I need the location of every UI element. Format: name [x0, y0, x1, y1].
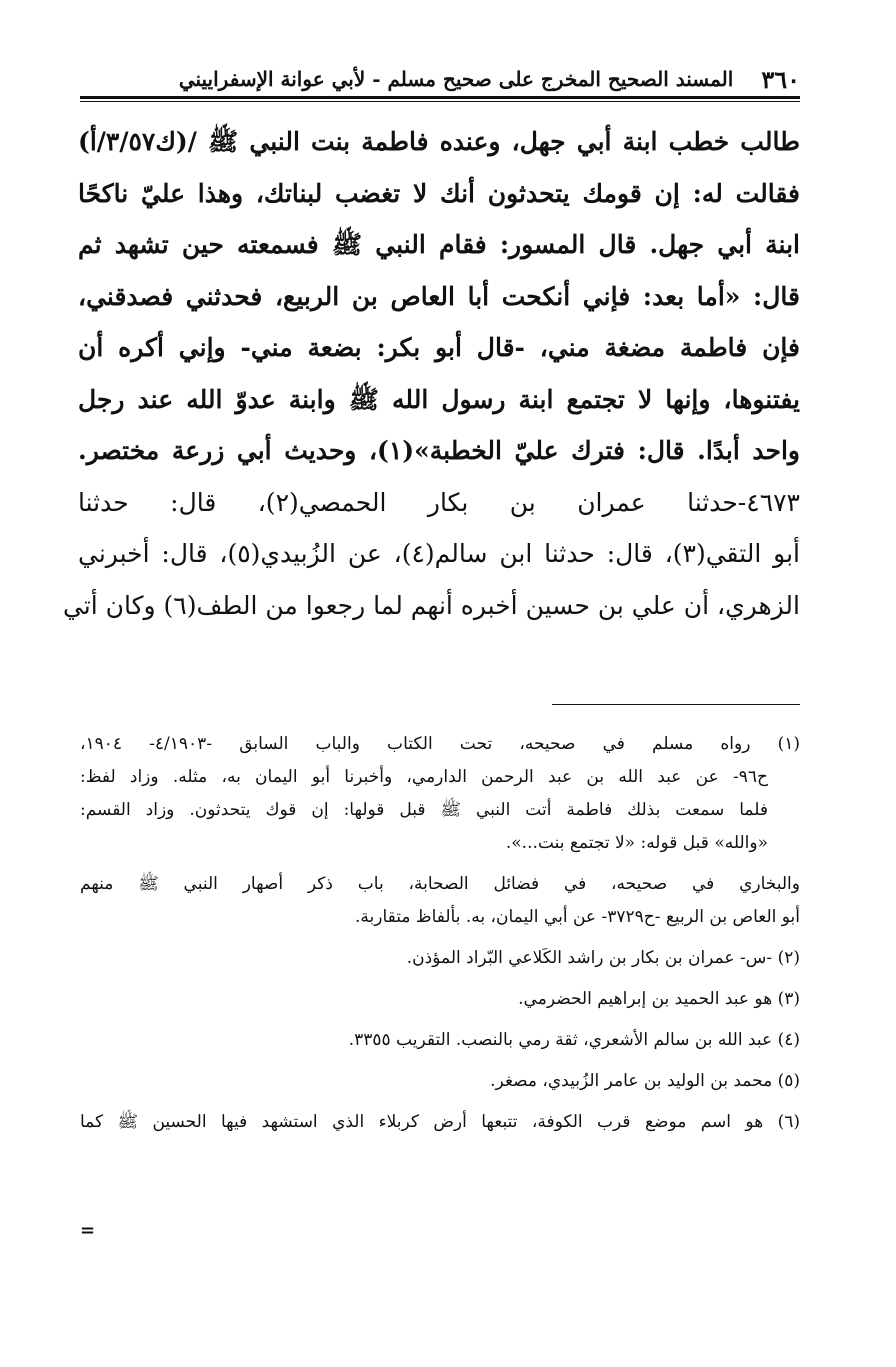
text-line: فقالت له: إن قومك يتحدثون أنك لا تغضب لبناتك، وهذا عليّ ناكحًا	[78, 178, 800, 208]
footnote-2: (٢) -س- عمران بن بكار بن راشد الكَلاعي البّراد المؤذن.	[406, 948, 800, 968]
header-rule	[80, 96, 800, 99]
footnote-1-cont: أبو العاص بن الربيع -ح٣٧٢٩- عن أبي اليمان، به. بألفاظ متقاربة.	[354, 907, 800, 927]
footnotes	[80, 728, 800, 1139]
text-line: طالب خطب ابنة أبي جهل، وعنده فاطمة بنت النبي ﷺ /(ك٣/٥٧/أ)	[78, 127, 800, 156]
footnote-3: (٣) هو عبد الحميد بن إبراهيم الحضرمي.	[518, 989, 800, 1009]
footnote-1-cont: والبخاري في صحيحه، في فضائل الصحابة، باب ذكر أصهار النبي ﷺ منهم	[80, 874, 800, 894]
running-title: المسند الصحيح المخرج على صحيح مسلم - لأبي عوانة الإسفراييني	[178, 67, 734, 91]
continuation-mark: =	[80, 1220, 96, 1241]
hadith-4673-line: ٤٦٧٣-حدثنا عمران بن بكار الحمصي(٢)، قال: حدثنا	[78, 487, 800, 517]
footnote-separator	[552, 704, 800, 705]
footnote-4: (٤) عبد الله بن سالم الأشعري، ثقة رمي بالنصب. التقريب ٣٣٥٥.	[348, 1030, 800, 1050]
page-number: ٣٦٠	[761, 64, 800, 94]
text-line: فإن فاطمة مضغة مني، -قال أبو بكر: بضعة مني- وإني أكره أن	[78, 333, 800, 362]
text-line: قال: «أما بعد: فإني أنكحت أبا العاص بن الربيع، فحدثني فصدقني،	[78, 281, 800, 311]
header-rule-thin	[80, 101, 800, 102]
text-line: الزهري، أن علي بن حسين أخبره أنهم لما رجعوا من الطف(٦) وكان أتي	[62, 590, 800, 620]
text-line: ابنة أبي جهل. قال المسور: فقام النبي ﷺ فسمعته حين تشهد ثم	[78, 230, 800, 259]
text-line: أبو التقي(٣)، قال: حدثنا ابن سالم(٤)، عن الزُبيدي(٥)، قال: أخبرني	[78, 539, 800, 568]
text-line: يفتنوها، وإنها لا تجتمع ابنة رسول الله ﷺ وابنة عدوّ الله عند رجل	[78, 384, 800, 414]
footnote-1-cont: فلما سمعت بذلك فاطمة أتت النبي ﷺ قبل قولها: إن قوك يتحدثون. وزاد القسم:	[80, 800, 768, 820]
footnote-6: (٦) هو اسم موضع قرب الكوفة، تتبعها أرض كربلاء الذي استشهد فيها الحسين ﷺ كما	[80, 1112, 800, 1132]
footnote-5: (٥) محمد بن الوليد بن عامر الزُبيدي، مصغر.	[490, 1071, 800, 1091]
page-header	[80, 64, 800, 94]
footnote-1-cont: «والله» قبل قوله: «لا تجتمع بنت...».	[505, 833, 768, 853]
footnote-1: (١) رواه مسلم في صحيحه، تحت الكتاب والباب السابق -٤/١٩٠٣- ١٩٠٤،	[80, 734, 800, 754]
main-text	[62, 116, 800, 631]
text-line: واحد أبدًا. قال: فترك عليّ الخطبة»(١)، وحديث أبي زرعة مختصر.	[78, 436, 800, 465]
footnote-1-cont: ح٩٦- عن عبد الله بن عبد الرحمن الدارمي، وأخبرنا أبو اليمان به، مثله. وزاد لفظ:	[80, 767, 768, 787]
